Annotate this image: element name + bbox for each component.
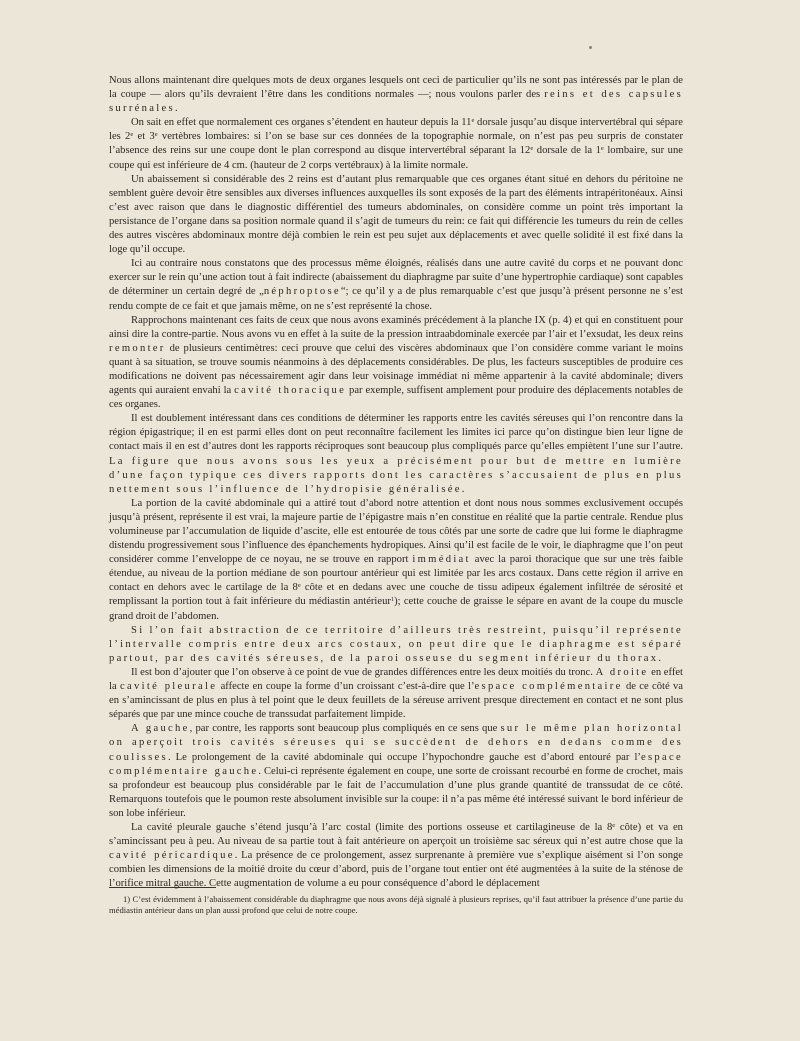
spaced-emphasis: cavité pleurale: [119, 681, 218, 693]
paragraph: [109, 412, 683, 497]
superscript: e: [471, 117, 475, 125]
text-run: côte) et va en s’amincissant peu à peu. Au niveau de sa partie tout à fait antérieure on aperçoit un troisième sac séreux qui n’est autre chose que la: [109, 821, 683, 848]
superscript: e: [530, 145, 534, 153]
superscript: e: [297, 582, 301, 590]
superscript: e: [612, 821, 616, 829]
text-run: La cavité pleurale gauche s’étend jusqu’à l’arc costal (limite des portions osseuse et cartilagineuse de la 8: [131, 821, 613, 833]
main-text: [109, 74, 683, 891]
text-run: de plusieurs centimètres: ceci prouve que celui des viscères abdominaux que l’on considère comme variant le moins quant à sa situation, se trouve soumis néanmoins à des déplacements considérables. De plus, les facteurs susceptibles de produire ces modifications ne doivent pas nécessairement agir dans leur voisinage immédiat ni même appartenir à la cavité abdominale; divers agents qui auraient envahi la: [109, 342, 683, 397]
text-run: Il est bon d’ajouter que l’on observe à ce point de vue de grandes différences entre les deux moitiés du tronc.: [131, 666, 596, 678]
spaced-emphasis: reins et des capsules surrénales: [109, 89, 683, 115]
text-run: et 3: [133, 131, 155, 143]
text-run: affecte en coupe la forme d’un croissant c’est-à-dire que l’: [217, 681, 475, 693]
text-run: La portion de la cavité abdominale qui a attiré tout d’abord notre attention et dont nous nous sommes exclusivement occupés jusqu’à présent, représente il est vrai, la majeure partie de l’épigastre mais n’en constitue en réalité que la partie centrale. Rendue plus volumineuse par l’accumulation de liquide d’ascite, elle est entourée de tous côtés par une sorte de cadre que lui forme le diaphragme distendu progressivement sous l’influence des épanchements hydropiques. Ainsi qu’il est facile de le voir, le diaphragme que l’on peut considérer comme l’enveloppe de ce noyau, ne se trouve en rapport: [109, 497, 683, 566]
text-run: . Le prolongement de la cavité abdominale qui occupe l’hypochondre gauche est d’abord entouré par l’: [167, 751, 641, 763]
superscript: e: [154, 131, 158, 139]
text-run: . La présence de ce prolongement, assez surprenante à première vue s’explique aisément si l’on songe combien les dimensions de la moitié droite du cœur d’abord, puis de l’organe tout entier ont été augmentées à la suite de la sténose de l’orifice mitral gauche. Cette augmentation de volume a eu pour conséquence d’abord le déplacement: [109, 850, 684, 890]
spaced-emphasis: néphroptose: [263, 286, 341, 298]
paragraph: [109, 74, 683, 116]
spaced-emphasis: immédiat: [412, 554, 471, 566]
text-run: .: [174, 103, 178, 115]
text-run: Ici au contraire nous constatons que des processus même éloignés, réalisés dans une autre cavité du corps et ne pouvant donc exercer sur le rein qu’une action tout à fait indirecte (abaissement du diaphragme par suite d’une hypertrophie cardiaque) sont capables de déterminer un certain degré de „: [109, 258, 683, 298]
paragraph: [109, 497, 683, 624]
text-run: côte et en dedans avec une couche de tissu adipeux également infiltrée de sérosité et remplissant la portion tout à fait inférieure du médiastin antérieur: [109, 582, 683, 608]
spaced-emphasis: remonter: [109, 342, 166, 354]
spaced-emphasis: sur le même plan horizontal on aperçoit trois cavités séreuses qui se succèdent de dehors en dedans comme des coulisses: [109, 723, 683, 763]
superscript: e: [130, 131, 134, 139]
text-run: Rapprochons maintenant ces faits de ceux que nous avons examinés précédement à la planche IX (p. 4) et qui en constituent pour ainsi dire la contre-partie. Nous avons vu en effet à la suite de la pression intraabdominale exercée par l’air et l’exsudat, les deux reins: [109, 314, 683, 340]
text-run: On sait en effet que normalement ces organes s’étendent en hauteur depuis la 11: [131, 117, 472, 129]
spaced-emphasis: cavité thoracique: [234, 385, 347, 397]
text-run: , par contre, les rapports sont beaucoup plus compliqués en ce sens que: [189, 723, 501, 735]
text-run: Un abaissement si considérable des 2 reins est d’autant plus remarquable que ces organes étant situé en dehors du péritoine ne semblent guère devoir être sensibles aux diverses influences auxquelles ils sont exposés de la part des éléments intrapéritonéaux. Ainsi c’est avec raison que dans le diagnostic différentiel des tumeurs abdominales, on considère comme un point très important la persistance de l’organe dans sa position normale quand il s’agit de tumeurs du rein: ce fait qui différencie les tumeurs du rein de celles des autres viscères abdominaux montre déjà combien le rein est peu sujet aux déplacements et avec quelle solidité il est fixé dans la loge qu’il occupe.: [109, 173, 683, 256]
paragraph: [109, 624, 683, 666]
spaced-emphasis: A droite: [595, 666, 649, 678]
spaced-emphasis: La figure que nous avons sous les yeux a précisément pour but de mettre en lumière d’une façon typique ces divers rapports dont les caractères s’accusaient de plus en plus nettement sous l’influence de l’hydropisie généralisée.: [109, 455, 683, 495]
page-speck: [589, 46, 592, 49]
text-run: dorsale de la 1: [533, 145, 601, 157]
spaced-emphasis: espace complémentaire: [474, 681, 623, 693]
paragraph: [109, 722, 683, 821]
text-run: en effet la: [109, 666, 683, 693]
paragraph: [109, 821, 683, 891]
paragraph: [109, 257, 683, 313]
text-run: lombaire, sur une coupe qui est inférieure de 4 cm. (hauteur de 2 corps vertébraux) à la limite normale.: [109, 145, 683, 171]
paragraph: [109, 314, 683, 413]
spaced-emphasis: cavité péricardique: [109, 850, 235, 862]
paragraph: [109, 116, 683, 172]
text-run: ); cette couche de graisse le sépare en avant de la coupe du muscle grand droit de l’abdomen.: [109, 596, 683, 622]
footnote-text: 1) C’est évidemment à l’abaissement considérable du diaphragme que nous avons déjà signalé à plusieurs reprises, qu’il faut attribuer la présence d’une partie du médiastin antérieur dans un plan aussi profond que celui de notre coupe.: [109, 894, 683, 915]
spaced-emphasis: A gauche: [131, 723, 190, 735]
footnote-rule: [109, 887, 216, 888]
text-run: dorsale jusqu’au disque intervertébral qui sépare les 2: [109, 117, 683, 143]
text-run: de ce côté va en s’amincissant de plus en plus à tel point que le deux feuillets de la séreuse arrivent presque directement en contact et ne sont plus séparés que par une mince couche de transsudat parfaitement limpide.: [109, 681, 684, 721]
spaced-emphasis: Si l’on fait abstraction de ce territoire d’ailleurs très restreint, puisqu’il représente l’intervalle compris entre deux arcs costaux, on peut dire que le diaphragme est séparé partout, par des cavités séreuses, de la paroi osseuse du segment inférieur du thorax.: [109, 624, 683, 664]
text-run: Il est doublement intéressant dans ces conditions de déterminer les rapports entre les cavités séreuses qui l’on rencontre dans la région épigastrique; il en est parmi elles dont on peut reconnaître facilement les limites ici parce qu’on distingue bien leur ligne de contact mais il en est d’autres dont les rapports réciproques sont beaucoup plus compliqués parce qu’elles empiètent l’une sur l’autre.: [109, 413, 683, 453]
text-run: . Celui-ci représente également en coupe, une sorte de croissant recourbé en forme de crochet, mais sa profondeur est beaucoup plus considérable par le fait de l’accumulation d’une plus grande quantité de transsudat de ce côté. Remarquons toutefois que le poumon reste absolument invisible sur la coupe: il n’a pas même été intéressé suivant le bord inférieur de son lobe inférieur.: [109, 765, 684, 819]
footnote: [109, 894, 683, 916]
text-run: avec la paroi thoracique que sur une très faible étendue, au niveau de la portion médiane de son pourtour antérieur qui est limitée par les arcs costaux. Dans cette région il arrive en contact en dehors avec le cartilage de la 8: [109, 554, 684, 594]
text-run: vertèbres lombaires: si l’on se base sur ces données de la topographie normale, on n’est pas peu surpris de constater l’absence des reins sur une coupe dont le plan correspond au disque intervertébral séparant la 12: [109, 131, 683, 157]
paragraph: [109, 666, 683, 722]
spaced-emphasis: espace complémentaire gauche: [109, 751, 683, 777]
superscript: e: [600, 145, 604, 153]
superscript: 1: [390, 596, 395, 604]
text-run: par exemple, suffisent amplement pour produire des déplacements notables de ces organes.: [109, 385, 683, 411]
text-run: “; ce qu’il y a de plus remarquable c’est que jusqu’à présent personne ne s’est rendu compte de ce fait et que jamais même, on ne s’est représenté la chose.: [109, 286, 683, 312]
text-run: Nous allons maintenant dire quelques mots de deux organes lesquels ont ceci de particulier qu’ils ne sont pas intéressés par le plan de la coupe — alors qu’ils devraient l’être dans les conditions normales —; nous voulons parler des: [109, 75, 683, 101]
paragraph: [109, 173, 683, 258]
